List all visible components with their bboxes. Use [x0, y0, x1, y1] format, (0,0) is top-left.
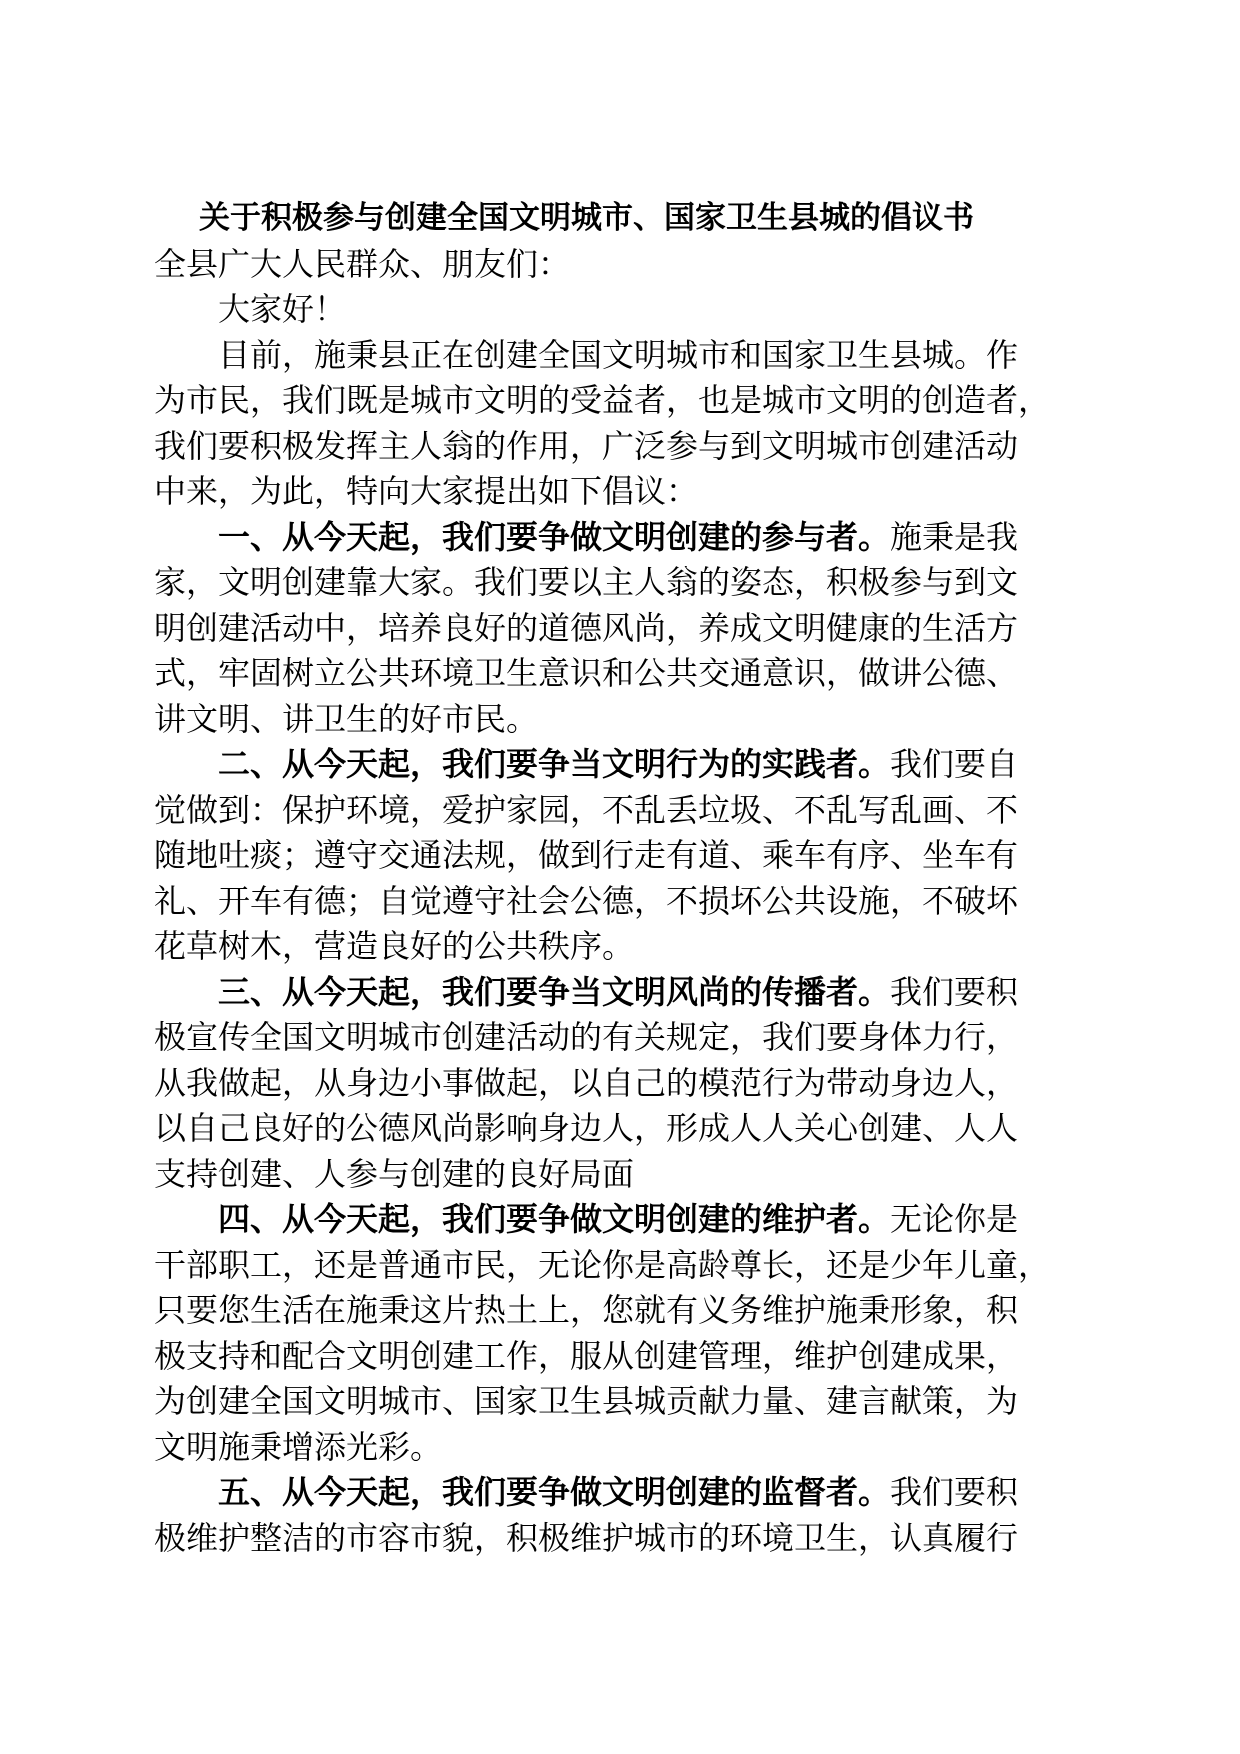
text-line: 以自己良好的公德风尚影响身边人，形成人人关心创建、人人: [154, 1109, 1019, 1147]
item-first-line: [154, 1197, 1110, 1243]
proposal-item-4: [154, 1197, 1110, 1470]
item-heading: 二、从今天起，我们要争当文明行为的实践者。: [218, 745, 891, 783]
text-line: 支持创建、人参与创建的良好局面: [154, 1154, 635, 1193]
item-text: 我们要自: [890, 745, 1019, 783]
document-title: 关于积极参与创建全国文明城市、国家卫生县城的倡议书: [199, 200, 974, 236]
text-line: 中来，为此，特向大家提出如下倡议：: [154, 472, 699, 510]
text-line: 极宣传全国文明城市创建活动的有关规定，我们要身体力行，: [154, 1018, 1019, 1056]
text-line: 明创建活动中，培养良好的道德风尚，养成文明健康的生活方: [154, 608, 1019, 647]
item-text: 我们要积: [890, 972, 1019, 1011]
proposal-item-1: [154, 515, 1110, 743]
item-first-line: [154, 1470, 1110, 1516]
proposal-item-3: [154, 970, 1110, 1198]
proposal-item-5: [154, 1470, 1110, 1561]
text-line: 随地吐痰；遵守交通法规，做到行走有道、乘车有序、坐车有: [154, 836, 1019, 874]
text-line: 花草树木，营造良好的公共秩序。: [154, 927, 635, 965]
text-line: 极支持和配合文明创建工作，服从创建管理，维护创建成果，: [154, 1336, 1019, 1375]
item-first-line: [154, 970, 1110, 1016]
document-page: [154, 195, 1110, 1561]
text-line: 只要您生活在施秉这片热土上，您就有义务维护施秉形象，积: [154, 1291, 1019, 1329]
text-line: 觉做到：保护环境，爱护家园，不乱丢垃圾、不乱写乱画、不: [154, 790, 1019, 829]
item-text: 施秉是我: [890, 517, 1019, 556]
text-line: 干部职工，还是普通市民，无论你是高龄尊长，还是少年儿童，: [154, 1245, 1051, 1284]
text-line: 讲文明、讲卫生的好市民。: [154, 699, 539, 738]
text-line: 礼、开车有德；自觉遵守社会公德，不损坏公共设施，不破坏: [154, 881, 1019, 920]
item-heading: 五、从今天起，我们要争做文明创建的监督者。: [218, 1473, 891, 1511]
salutation: 全县广大人民群众、朋友们：: [154, 245, 571, 283]
text-line: 从我做起，从身边小事做起，以自己的模范行为带动身边人，: [154, 1063, 1019, 1102]
intro-paragraph: [154, 333, 1110, 515]
proposal-item-2: [154, 742, 1110, 970]
item-first-line: [154, 742, 1110, 788]
text-line: 为创建全国文明城市、国家卫生县城贡献力量、建言献策，为: [154, 1382, 1019, 1420]
text-line: 文明施秉增添光彩。: [154, 1427, 443, 1466]
item-heading: 三、从今天起，我们要争当文明风尚的传播者。: [218, 972, 891, 1011]
item-heading: 四、从今天起，我们要争做文明创建的维护者。: [218, 1200, 891, 1238]
item-heading: 一、从今天起，我们要争做文明创建的参与者。: [218, 517, 891, 556]
text-line: 家，文明创建靠大家。我们要以主人翁的姿态，积极参与到文: [154, 563, 1019, 601]
text-line: 目前，施秉县正在创建全国文明城市和国家卫生县城。作: [218, 335, 1019, 374]
item-text: 无论你是: [890, 1200, 1019, 1238]
item-first-line: [154, 515, 1110, 561]
text-line: 极维护整洁的市容市貌，积极维护城市的环境卫生，认真履行: [154, 1518, 1019, 1557]
text-line: 我们要积极发挥主人翁的作用，广泛参与到文明城市创建活动: [154, 426, 1019, 465]
text-line: 为市民，我们既是城市文明的受益者，也是城市文明的创造者，: [154, 381, 1051, 419]
greeting: 大家好！: [218, 290, 347, 328]
text-line: 式，牢固树立公共环境卫生意识和公共交通意识，做讲公德、: [154, 654, 1019, 692]
item-text: 我们要积: [890, 1473, 1019, 1511]
